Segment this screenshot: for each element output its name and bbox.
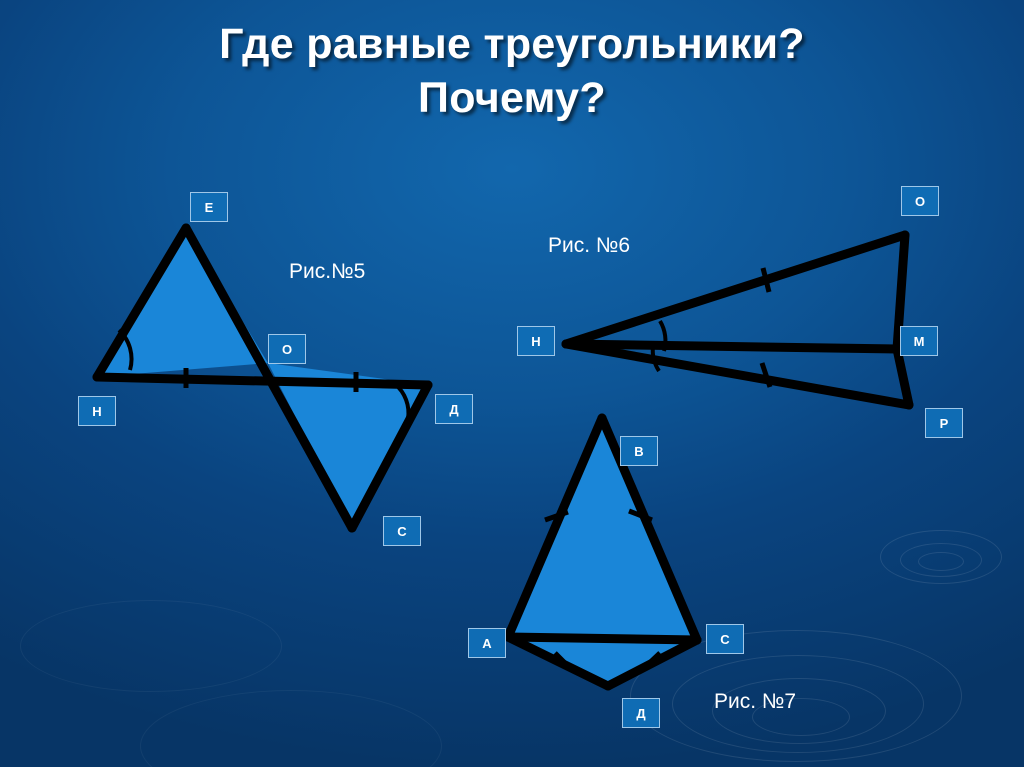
caption-figure-5: Рис.№5 <box>289 260 366 283</box>
segment-m-p <box>897 349 909 405</box>
vertex-label-o-fig6: О <box>901 186 939 216</box>
triangle-avc-fill <box>508 418 697 640</box>
segment-a-c <box>508 637 697 640</box>
figure-6 <box>566 235 909 405</box>
vertex-label-n-fig6: Н <box>517 326 555 356</box>
tick-mark-ho-6 <box>763 268 769 292</box>
vertex-label-e-fig5: Е <box>190 192 228 222</box>
vertex-label-o-fig5: О <box>268 334 306 364</box>
figure-5 <box>97 228 428 528</box>
vertex-label-m-fig6: М <box>900 326 938 356</box>
page-title-line-2: Почему? <box>418 73 606 122</box>
segment-h-p <box>566 344 909 405</box>
vertex-label-s-fig5: С <box>383 516 421 546</box>
caption-figure-6: Рис. №6 <box>548 234 631 257</box>
page-title-line-1: Где равные треугольники? <box>219 20 805 68</box>
vertex-label-d-fig7: Д <box>622 698 660 728</box>
segment-h-m <box>566 344 897 349</box>
vertex-label-a-fig7: А <box>468 628 506 658</box>
triangle-eno-fill <box>97 228 268 377</box>
caption-figure-7: Рис. №7 <box>714 690 797 713</box>
figure-7 <box>508 418 697 686</box>
vertex-label-c-fig7: С <box>706 624 744 654</box>
vertex-label-p-fig6: Р <box>925 408 963 438</box>
vertex-label-d-fig5: Д <box>435 394 473 424</box>
vertex-label-v-fig7: В <box>620 436 658 466</box>
vertex-label-n-fig5: Н <box>78 396 116 426</box>
